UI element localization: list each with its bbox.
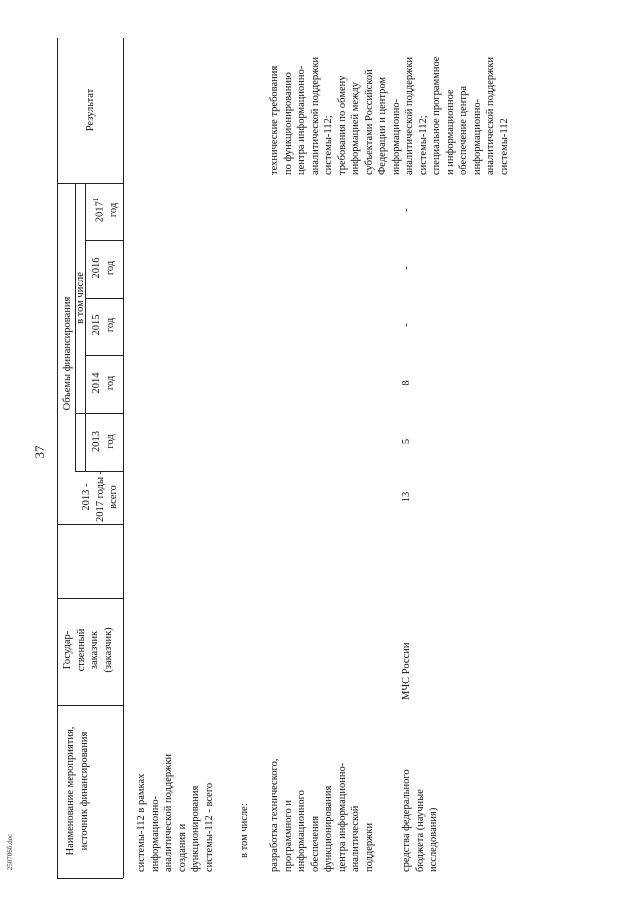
header-including: в том числе xyxy=(75,272,86,324)
table-bottom-edge xyxy=(57,878,123,879)
header-year-2015: 2015 год xyxy=(91,314,116,336)
header-year-2013: 2013 год xyxy=(91,431,116,452)
header-divider xyxy=(123,38,124,878)
row2-including-label: в том числе: xyxy=(239,803,250,858)
header-year-2014: 2014 год xyxy=(91,372,116,394)
header-result-col: Результат xyxy=(85,88,96,132)
row3-result: технические требования по функционированию центра информационно- аналитической поддержки системы-112; требования по обмену информацией между субъектами Российской Федерации и центром информационно- аналитической поддержки системы-112; специальное программное и информационное обеспечение центра информационно- аналитической поддержки системы-112 xyxy=(269,56,510,175)
footer-file-code: 250706б.doc xyxy=(6,833,14,871)
row3-name: разработка технического, программного и информационного обеспечения функционирования центра информационно- аналитической поддержки xyxy=(269,758,375,872)
header-name-col: Наименование мероприятия, источник финансирования xyxy=(65,726,90,856)
row4-name: средства федерального бюджета (научные исследования) xyxy=(401,769,439,872)
table-left-edge xyxy=(57,38,58,878)
header-year-2016: 2016 год xyxy=(91,257,116,279)
header-year-2017: 2017$^1$ год xyxy=(92,197,119,223)
col-border-total xyxy=(57,524,123,525)
row4-customer: МЧС России xyxy=(401,642,412,700)
row1-name: системы-112 в рамках информационно- аналитической поддержки создания и функционирования системы-112 - всего xyxy=(136,753,215,872)
row4-value-2016: - xyxy=(401,266,412,270)
row4-total: 13 xyxy=(401,491,412,503)
page-number: 37 xyxy=(32,445,47,459)
header-total-col: 2013 - 2017 годы - всего xyxy=(81,470,119,522)
row4-value-2017: - xyxy=(401,208,412,212)
header-customer-col: Государ- ственный заказчик (заказчик) xyxy=(62,627,114,673)
row4-value-2014: 8 xyxy=(401,380,412,386)
header-funding: Объемы финансирования xyxy=(62,296,73,411)
row4-value-2015: - xyxy=(401,323,412,327)
row4-value-2013: 5 xyxy=(401,438,412,445)
